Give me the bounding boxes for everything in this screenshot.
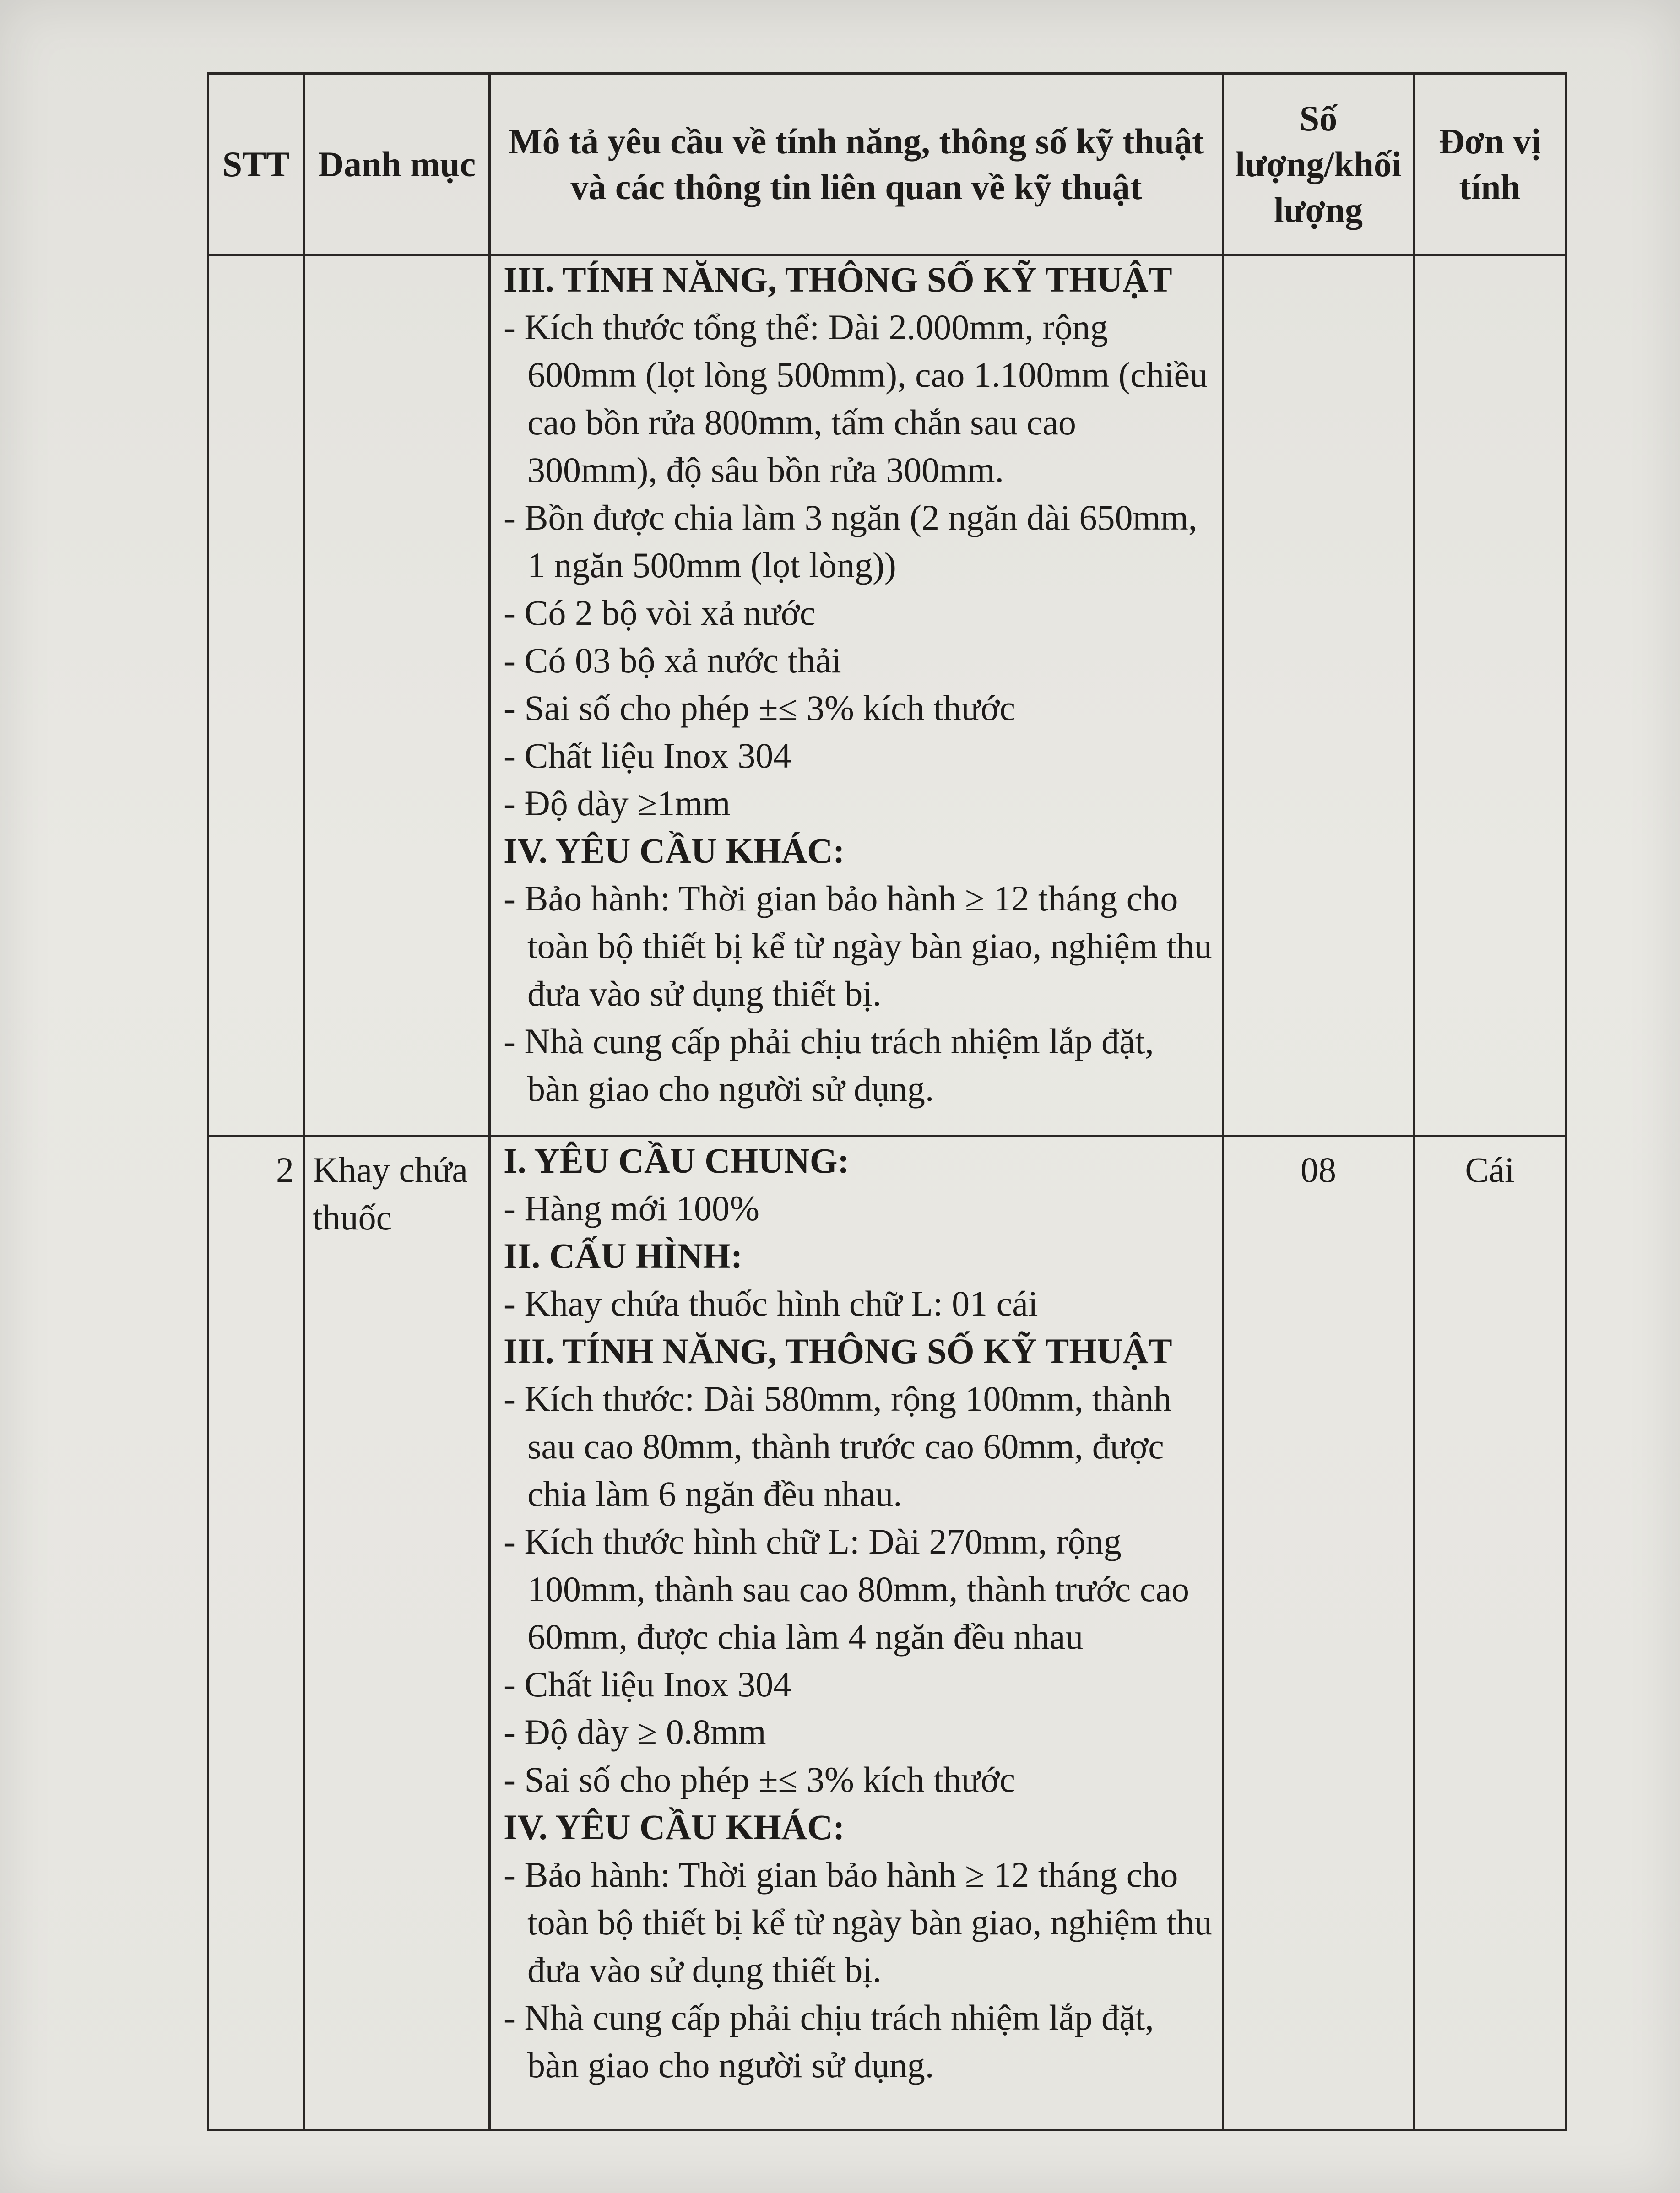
table-row-continued <box>208 255 1566 1136</box>
header-category: Danh mục <box>304 74 490 255</box>
header-description: Mô tả yêu cầu về tính năng, thông số kỹ thuật và các thông tin liên quan về kỹ thuật <box>490 74 1223 255</box>
row1-bullet: - Có 2 bộ vòi xả nước <box>504 593 816 633</box>
row1-unit <box>1414 255 1566 1136</box>
row2-section-title: IV. YÊU CẦU KHÁC: <box>504 1807 845 1847</box>
row1-bullet: - Nhà cung cấp phải chịu trách nhiệm lắp đặt, bàn giao cho người sử dụng. <box>504 1021 1154 1109</box>
row1-bullet: - Kích thước tổng thể: Dài 2.000mm, rộng 600mm (lọt lòng 500mm), cao 1.100mm (chiều cao bồn rửa 800mm, tấm chắn sau cao 300mm), độ sâu bồn rửa 300mm. <box>504 307 1208 490</box>
row1-bullet: - Sai số cho phép ±≤ 3% kích thước <box>504 688 1015 728</box>
row2-bullet: - Khay chứa thuốc hình chữ L: 01 cái <box>504 1283 1038 1323</box>
header-unit: Đơn vị tính <box>1414 74 1566 255</box>
specification-table <box>207 72 1567 2131</box>
row2-bullet: - Độ dày ≥ 0.8mm <box>504 1712 766 1752</box>
row2-quantity: 08 <box>1223 1136 1414 2130</box>
row2-description <box>490 1136 1223 2130</box>
header-stt: STT <box>208 74 304 255</box>
row1-quantity <box>1223 255 1414 1136</box>
row2-bullet: - Bảo hành: Thời gian bảo hành ≥ 12 tháng cho toàn bộ thiết bị kể từ ngày bàn giao, nghiệm thu đưa vào sử dụng thiết bị. <box>504 1855 1212 1990</box>
row2-stt: 2 <box>208 1136 304 2130</box>
row2-bullet: - Kích thước: Dài 580mm, rộng 100mm, thành sau cao 80mm, thành trước cao 60mm, được chia làm 6 ngăn đều nhau. <box>504 1379 1172 1514</box>
row1-section-title: IV. YÊU CẦU KHÁC: <box>504 831 845 871</box>
row1-description <box>490 255 1223 1136</box>
row1-section-title: III. TÍNH NĂNG, THÔNG SỐ KỸ THUẬT <box>504 260 1172 299</box>
row2-section-title: II. CẤU HÌNH: <box>504 1236 743 1276</box>
row2-bullet: - Chất liệu Inox 304 <box>504 1664 791 1704</box>
row2-bullet: - Kích thước hình chữ L: Dài 270mm, rộng 100mm, thành sau cao 80mm, thành trước cao 60mm, được chia làm 4 ngăn đều nhau <box>504 1522 1190 1657</box>
row2-category: Khay chứa thuốc <box>304 1136 490 2130</box>
row2-section-title: III. TÍNH NĂNG, THÔNG SỐ KỸ THUẬT <box>504 1331 1172 1371</box>
row2-bullet: - Nhà cung cấp phải chịu trách nhiệm lắp đặt, bàn giao cho người sử dụng. <box>504 1998 1154 2085</box>
row1-bullet: - Bảo hành: Thời gian bảo hành ≥ 12 tháng cho toàn bộ thiết bị kể từ ngày bàn giao, nghiệm thu đưa vào sử dụng thiết bị. <box>504 878 1212 1013</box>
row1-category <box>304 255 490 1136</box>
row2-bullet: - Hàng mới 100% <box>504 1188 759 1228</box>
table-header-row <box>208 74 1566 255</box>
row1-stt <box>208 255 304 1136</box>
row1-bullet: - Độ dày ≥1mm <box>504 783 731 823</box>
row2-unit: Cái <box>1414 1136 1566 2130</box>
row2-section-title: I. YÊU CẦU CHUNG: <box>504 1141 850 1180</box>
row1-bullet: - Bồn được chia làm 3 ngăn (2 ngăn dài 650mm, 1 ngăn 500mm (lọt lòng)) <box>504 498 1198 585</box>
row1-bullet: - Chất liệu Inox 304 <box>504 736 791 775</box>
table-row-item-2 <box>208 1136 1566 2130</box>
header-quantity: Số lượng/khối lượng <box>1223 74 1414 255</box>
row2-bullet: - Sai số cho phép ±≤ 3% kích thước <box>504 1760 1015 1799</box>
row1-bullet: - Có 03 bộ xả nước thải <box>504 640 841 680</box>
